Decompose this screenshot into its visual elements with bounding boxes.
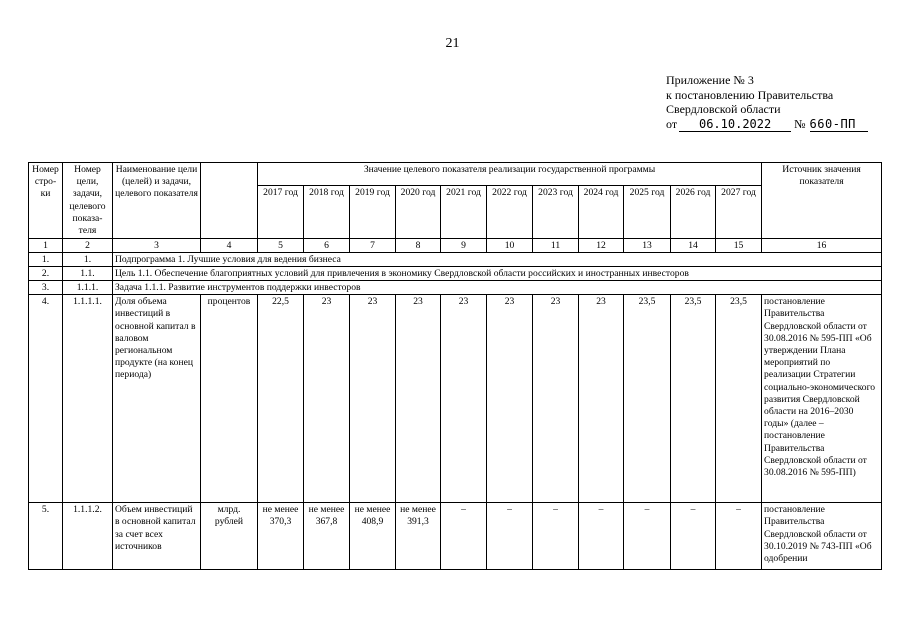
- header-year: 2020 год: [396, 186, 441, 239]
- indicator-value: не менее 391,3: [396, 503, 441, 570]
- indicator-value: не менее 370,3: [258, 503, 304, 570]
- indicator-value: 23: [350, 295, 396, 503]
- table-row-task: [29, 281, 882, 295]
- column-number: 7: [350, 239, 396, 253]
- column-numbers-row: [29, 239, 882, 253]
- column-number: 5: [258, 239, 304, 253]
- column-number: 14: [671, 239, 716, 253]
- header-name: Наименование цели (целей) и задачи, целевого показателя: [113, 163, 201, 239]
- header-year: 2026 год: [671, 186, 716, 239]
- indicators-table: [28, 162, 882, 570]
- goal-code: 1.1.1.: [63, 281, 113, 295]
- indicator-value: 23: [304, 295, 350, 503]
- indicator-name: Объем инвестиций в основной капитал за счет всех источников: [113, 503, 201, 570]
- row-number: 3.: [29, 281, 63, 295]
- row-number: 1.: [29, 253, 63, 267]
- header-year: 2019 год: [350, 186, 396, 239]
- indicator-value: 23,5: [624, 295, 671, 503]
- indicator-source: постановление Правительства Свердловской области от 30.10.2019 № 743-ПП «Об одобрении: [762, 503, 882, 570]
- header-row-1: [29, 163, 882, 186]
- row-number: 2.: [29, 267, 63, 281]
- row-number: 4.: [29, 295, 63, 503]
- column-number: 4: [201, 239, 258, 253]
- row-number: 5.: [29, 503, 63, 570]
- indicator-value: –: [533, 503, 579, 570]
- subprogram-title: Подпрограмма 1. Лучшие условия для ведения бизнеса: [113, 253, 882, 267]
- column-number: 3: [113, 239, 201, 253]
- column-number: 10: [487, 239, 533, 253]
- indicator-value: –: [579, 503, 624, 570]
- header-year: 2023 год: [533, 186, 579, 239]
- indicator-value: не менее 367,8: [304, 503, 350, 570]
- indicator-name: Доля объема инвестиций в основной капитал в валовом региональном продукте (на конец периода): [113, 295, 201, 503]
- appendix-title: Приложение № 3: [666, 73, 754, 87]
- goal-code: 1.1.: [63, 267, 113, 281]
- page-number: 21: [445, 36, 460, 51]
- task-title: Задача 1.1.1. Развитие инструментов поддержки инвесторов: [113, 281, 882, 295]
- indicator-code: 1.1.1.2.: [63, 503, 113, 570]
- column-number: 8: [396, 239, 441, 253]
- header-year: 2021 год: [441, 186, 487, 239]
- appendix-signature-line: [666, 117, 868, 132]
- indicator-unit: млрд. рублей: [201, 503, 258, 570]
- number-label: №: [794, 116, 806, 131]
- header-year: 2022 год: [487, 186, 533, 239]
- column-number: 16: [762, 239, 882, 253]
- indicator-value: –: [624, 503, 671, 570]
- header-unit: [201, 163, 258, 239]
- indicator-value: –: [441, 503, 487, 570]
- indicator-value: 23,5: [671, 295, 716, 503]
- header-year: 2024 год: [579, 186, 624, 239]
- indicator-value: не менее 408,9: [350, 503, 396, 570]
- table-row-goal: [29, 267, 882, 281]
- goal-title: Цель 1.1. Обеспечение благоприятных условий для привлечения в экономику Свердловской области российских и иностранных инвесторов: [113, 267, 882, 281]
- header-source: Источник значения показателя: [762, 163, 882, 239]
- column-number: 12: [579, 239, 624, 253]
- indicator-value: 22,5: [258, 295, 304, 503]
- indicator-value: –: [487, 503, 533, 570]
- header-row-number: Номер стро-ки: [29, 163, 63, 239]
- column-number: 13: [624, 239, 671, 253]
- table-row-indicator: [29, 295, 882, 503]
- handwritten-date: 06.10.2022: [679, 118, 791, 132]
- indicator-value: 23: [579, 295, 624, 503]
- column-number: 15: [716, 239, 762, 253]
- header-values-group: Значение целевого показателя реализации государственной программы: [258, 163, 762, 186]
- header-year: 2025 год: [624, 186, 671, 239]
- header-year: 2027 год: [716, 186, 762, 239]
- column-number: 6: [304, 239, 350, 253]
- header-goal-number: Номер цели, задачи, целевого показа-теля: [63, 163, 113, 239]
- indicator-value: 23: [396, 295, 441, 503]
- appendix-line-3: Свердловской области: [666, 102, 781, 116]
- appendix-line-2: к постановлению Правительства: [666, 87, 834, 102]
- indicator-value: –: [716, 503, 762, 570]
- indicator-value: –: [671, 503, 716, 570]
- indicator-value: 23: [487, 295, 533, 503]
- header-year: 2017 год: [258, 186, 304, 239]
- indicator-code: 1.1.1.1.: [63, 295, 113, 503]
- indicator-value: 23: [533, 295, 579, 503]
- indicator-value: 23: [441, 295, 487, 503]
- handwritten-number: 660-ПП: [810, 118, 868, 132]
- appendix-header: [666, 73, 868, 132]
- from-label: от: [666, 116, 678, 131]
- table-row-indicator: [29, 503, 882, 570]
- column-number: 9: [441, 239, 487, 253]
- column-number: 2: [63, 239, 113, 253]
- indicator-value: 23,5: [716, 295, 762, 503]
- column-number: 11: [533, 239, 579, 253]
- indicator-unit: процентов: [201, 295, 258, 503]
- table-row-subprogram: [29, 253, 882, 267]
- header-year: 2018 год: [304, 186, 350, 239]
- column-number: 1: [29, 239, 63, 253]
- indicator-source: постановление Правительства Свердловской области от 30.08.2016 № 595-ПП «Об утверждении Плана мероприятий по реализации Стратегии социально-экономического развития Свердловской области на 2016–2030 годы» (далее – постановление Правительства Свердловской области от 30.08.2016 № 595-ПП): [762, 295, 882, 503]
- goal-code: 1.: [63, 253, 113, 267]
